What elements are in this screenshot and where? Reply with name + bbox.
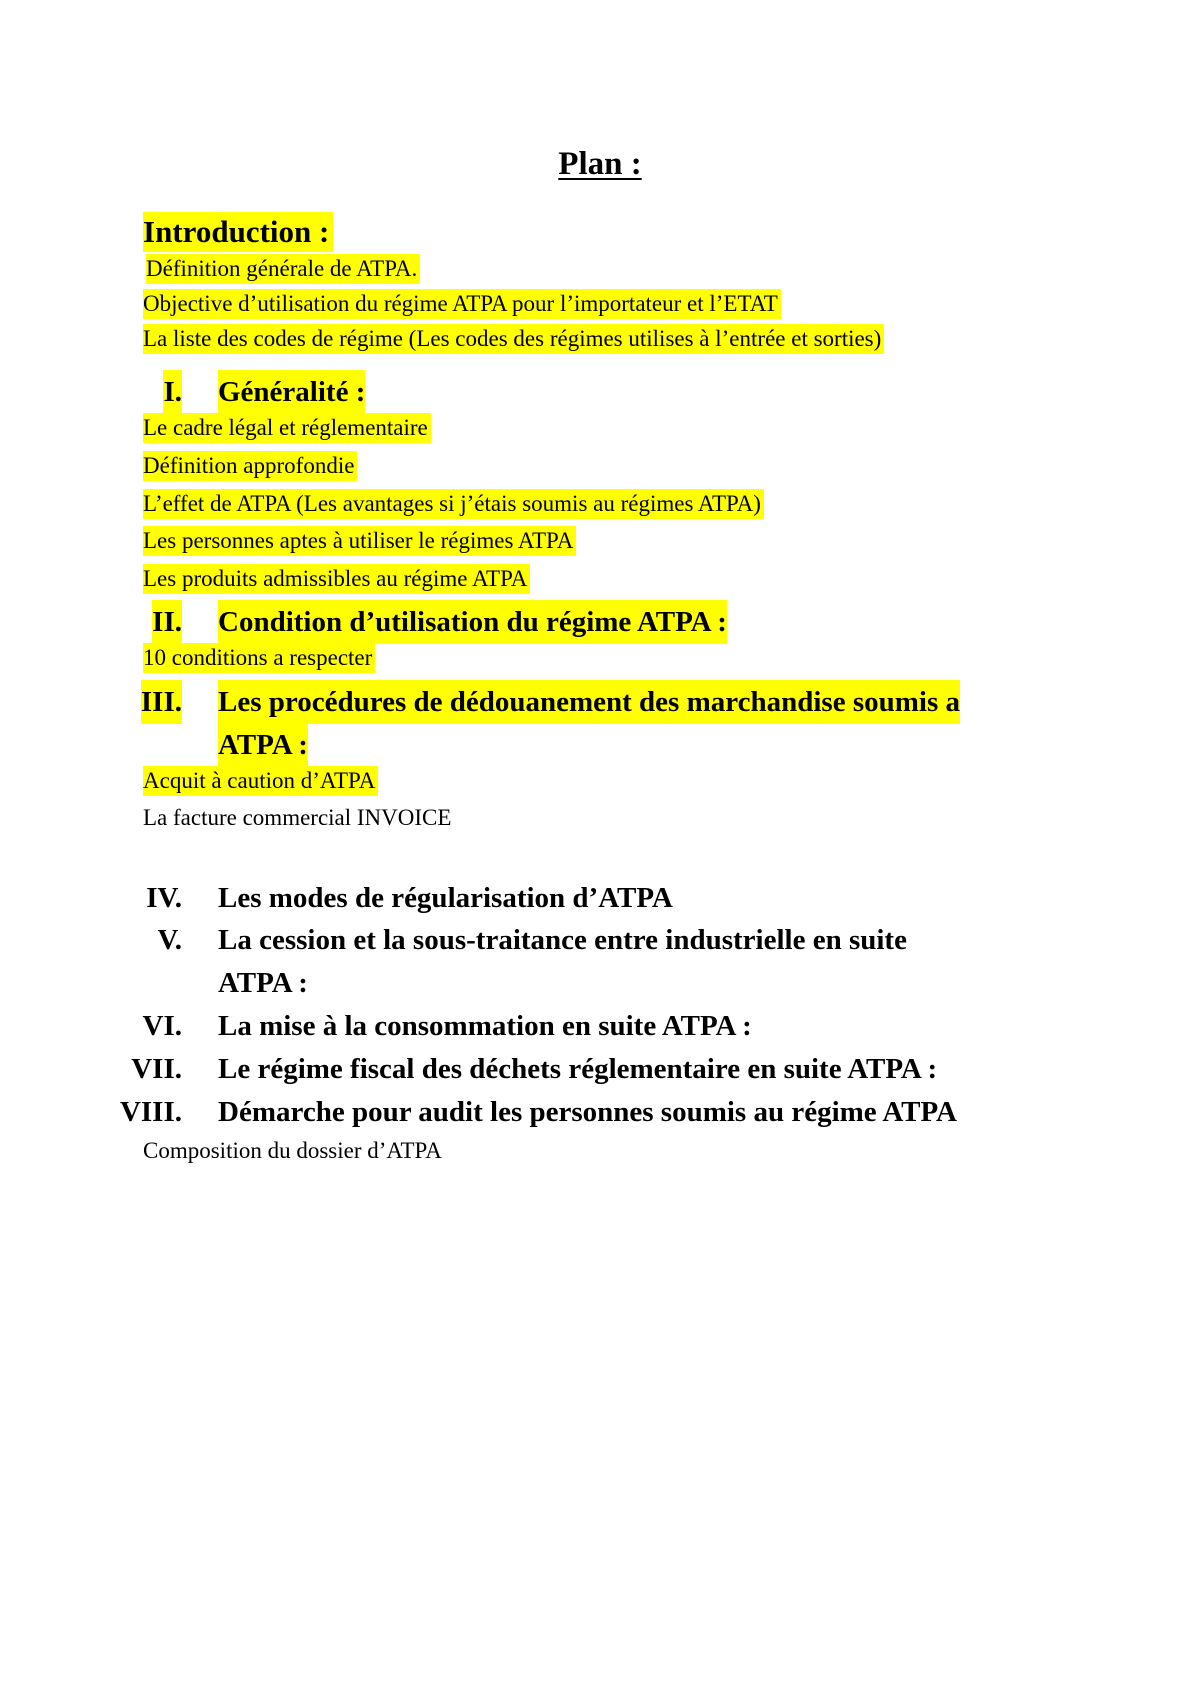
introduction-heading: Introduction :	[143, 212, 333, 252]
section-title: La mise à la consommation en suite ATPA :	[218, 1010, 752, 1042]
section-1-item: Définition approfondie	[143, 451, 357, 481]
intro-item-codes-list: La liste des codes de régime (Les codes des régimes utilises à l’entrée et sorties)	[143, 324, 884, 354]
section-3-item: La facture commercial INVOICE	[143, 805, 452, 830]
section-title-continued: ATPA :	[218, 967, 308, 999]
section-5-heading	[0, 918, 1200, 999]
section-7-heading	[0, 1047, 1200, 1091]
section-3-item: Acquit à caution d’ATPA	[143, 766, 378, 796]
section-title: Les procédures de dédouanement des marchandise soumis a	[218, 680, 960, 724]
intro-item-objective: Objective d’utilisation du régime ATPA pour l’importateur et l’ETAT	[143, 289, 781, 319]
section-number: VI.	[142, 1010, 182, 1042]
section-6-heading	[0, 1004, 1200, 1048]
section-number: VII.	[131, 1053, 182, 1085]
section-3-heading	[0, 680, 1200, 761]
section-title: Démarche pour audit les personnes soumis au régime ATPA	[218, 1096, 957, 1128]
section-title: Généralité :	[218, 370, 365, 414]
section-1-item: Le cadre légal et réglementaire	[143, 413, 431, 443]
section-1-item: Les personnes aptes à utiliser le régimes ATPA	[143, 526, 576, 556]
section-number: V.	[157, 924, 182, 956]
section-2-item: 10 conditions a respecter	[143, 643, 375, 673]
section-8-heading	[0, 1090, 1200, 1134]
section-1-item: Les produits admissibles au régime ATPA	[143, 564, 530, 594]
section-number: III.	[141, 680, 182, 724]
section-number: VIII.	[119, 1096, 182, 1128]
intro-item-definition: Définition générale de ATPA.	[146, 254, 420, 284]
section-2-heading	[0, 600, 1200, 644]
section-title-continued: ATPA :	[218, 723, 308, 767]
section-number: I.	[163, 370, 182, 414]
section-title: La cession et la sous-traitance entre industrielle en suite	[218, 924, 907, 956]
section-1-item: L’effet de ATPA (Les avantages si j’étais soumis au régimes ATPA)	[143, 489, 764, 519]
section-1-heading	[0, 370, 1200, 414]
section-4-heading	[0, 876, 1200, 920]
section-number: IV.	[146, 882, 182, 914]
page-title: Plan :	[558, 146, 642, 182]
section-title: Les modes de régularisation d’ATPA	[218, 882, 673, 914]
section-title: Le régime fiscal des déchets réglementaire en suite ATPA :	[218, 1053, 938, 1085]
section-8-item: Composition du dossier d’ATPA	[143, 1138, 442, 1163]
section-number: II.	[152, 600, 182, 644]
section-title: Condition d’utilisation du régime ATPA :	[218, 600, 727, 644]
